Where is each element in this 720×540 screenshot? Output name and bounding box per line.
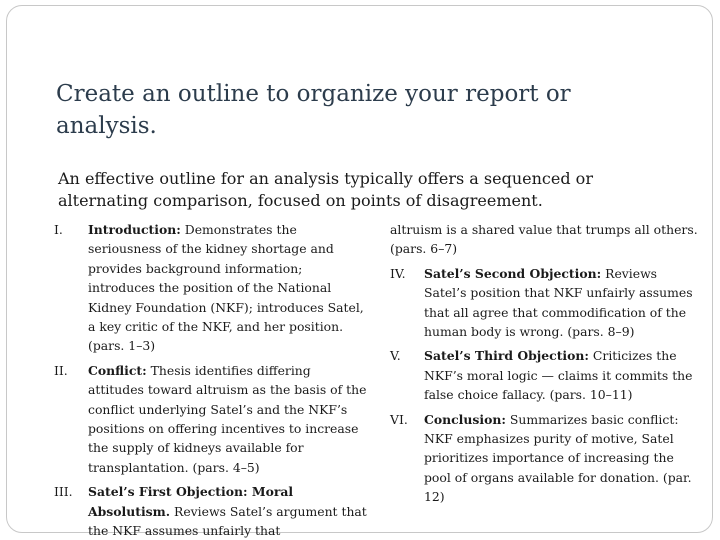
- outline-text: Summarizes basic conflict: NKF emphasizes purity of motive, Satel prioritizes importance of increasing the pool of organs available for donation. (par. 12): [424, 411, 692, 505]
- outline-item-4: [390, 264, 700, 342]
- outline-heading: Satel’s Third Objection:: [424, 348, 589, 364]
- outline-left-column: [54, 220, 367, 540]
- outline-right-column: [390, 220, 700, 507]
- outline-text: Reviews Satel’s argument that the NKF assumes unfairly that: [88, 503, 367, 539]
- outline-numeral: VI.: [390, 411, 408, 427]
- outline-text: Criticizes the NKF’s moral logic — claims it commits the false choice fallacy. (pars. 10–11): [424, 348, 693, 403]
- slide-title: Create an outline to organize your report or analysis.: [56, 81, 571, 139]
- outline-heading: Conflict:: [88, 362, 147, 378]
- outline-text: Demonstrates the seriousness of the kidney shortage and provides background information; introduces the position of the National Kidney Foundation (NKF); introduces Satel, a key critic of the NKF, and her position. (pars. 1–3): [88, 222, 364, 354]
- outline-heading: Satel’s Second Objection:: [424, 265, 602, 281]
- outline-item-6: [390, 410, 700, 507]
- outline-heading: Satel’s First Objection: Moral Absolutism.: [88, 484, 294, 519]
- outline-numeral: IV.: [390, 265, 406, 281]
- outline-item-1: [54, 220, 367, 356]
- outline-numeral: III.: [54, 484, 73, 500]
- slide-subtitle: An effective outline for an analysis typically offers a sequenced or alternating comparison, focused on points of disagreement.: [58, 169, 593, 210]
- outline-text: Thesis identifies differing attitudes toward altruism as the basis of the conflict underlying Satel’s and the NKF’s positions on offering incentives to increase the supply of kidneys available for transplantation. (pars. 4–5): [88, 362, 367, 475]
- outline-item-3: [54, 482, 367, 540]
- outline-numeral: V.: [390, 348, 401, 364]
- outline-heading: Introduction:: [88, 222, 181, 237]
- outline-numeral: I.: [54, 222, 63, 237]
- outline-item-3-continuation: altruism is a shared value that trumps all others. (pars. 6–7): [390, 222, 698, 257]
- outline-item-5: [390, 346, 700, 404]
- outline-item-2: [54, 361, 367, 477]
- outline-text: Reviews Satel’s position that NKF unfairly assumes that all agree that commodification of the human body is wrong. (pars. 8–9): [424, 265, 693, 340]
- outline-numeral: II.: [54, 362, 68, 378]
- outline-heading: Conclusion:: [424, 411, 506, 427]
